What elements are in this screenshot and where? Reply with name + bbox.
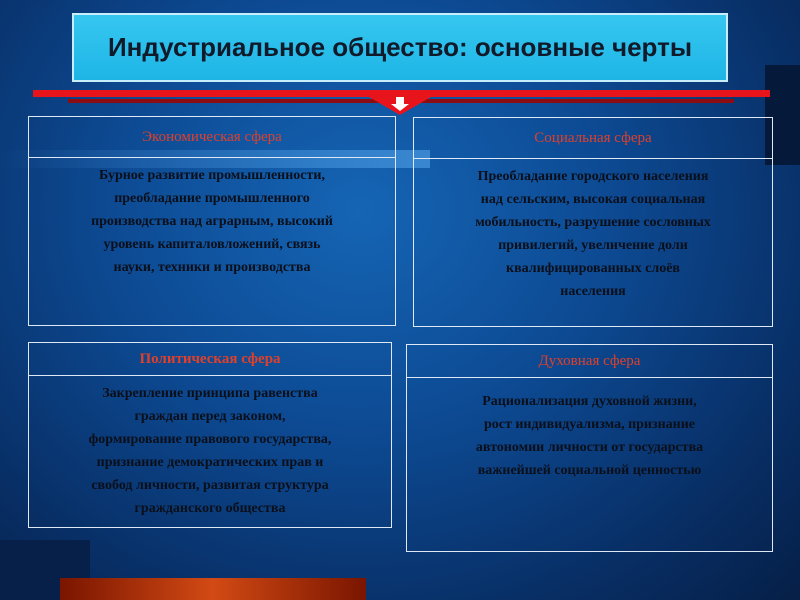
text-line: свобод личности, развитая структура	[91, 478, 329, 493]
spiritual-sphere-card	[406, 344, 773, 552]
card-heading: Политическая сфера	[29, 343, 391, 376]
red-divider	[33, 90, 770, 97]
text-line: формирование правового государства,	[88, 432, 332, 447]
text-line: рост индивидуализма, признание	[483, 417, 696, 432]
text-line: науки, техники и производства	[113, 260, 311, 275]
text-line: граждан перед законом,	[134, 409, 286, 424]
card-heading: Экономическая сфера	[29, 117, 395, 158]
text-line: Бурное развитие промышленности,	[99, 168, 325, 183]
text-line: уровень капиталовложений, связь	[103, 237, 321, 252]
card-heading: Социальная сфера	[414, 118, 772, 159]
card-heading: Духовная сфера	[407, 345, 772, 378]
text-line: квалифицированных слоёв	[506, 261, 680, 276]
page-title: Индустриальное общество: основные черты	[107, 32, 693, 62]
text-line: признание демократических прав и	[96, 455, 324, 470]
decorative-red-bar	[60, 578, 366, 600]
text-line: Преобладание городского населения	[477, 169, 709, 184]
text-line: привилегий, увеличение доли	[498, 238, 688, 253]
text-line: мобильность, разрушение сословных	[475, 215, 711, 230]
card-text	[29, 376, 391, 520]
economic-sphere-card	[28, 116, 396, 326]
text-line: важнейшей социальной ценностью	[477, 463, 702, 478]
card-text	[414, 159, 772, 303]
text-line: Закрепление принципа равенства	[102, 386, 318, 401]
down-arrow-icon	[369, 97, 431, 115]
text-line: над сельским, высокая социальная	[480, 192, 706, 207]
text-line: населения	[560, 284, 626, 299]
text-line: преобладание промышленного	[114, 191, 310, 206]
card-text	[407, 378, 772, 482]
card-text	[29, 158, 395, 279]
title-banner	[72, 13, 728, 82]
text-line: автономии личности от государства	[475, 440, 704, 455]
text-line: производства над аграрным, высокий	[91, 214, 333, 229]
social-sphere-card	[413, 117, 773, 327]
text-line: гражданского общества	[134, 501, 286, 516]
political-sphere-card	[28, 342, 392, 528]
text-line: Рационализация духовной жизни,	[482, 394, 697, 409]
